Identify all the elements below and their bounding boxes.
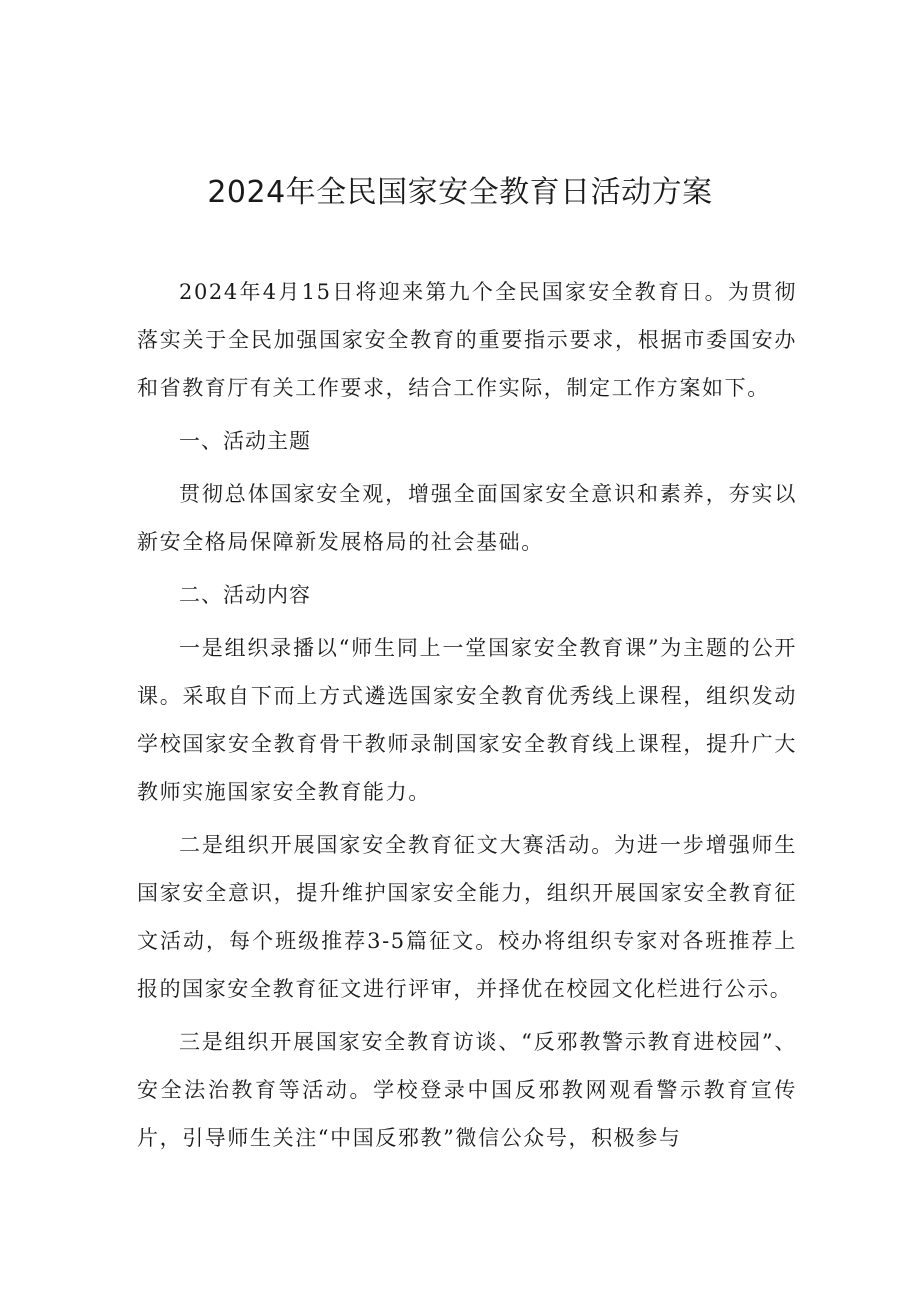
- section-paragraph: 三是组织开展国家安全教育访谈、“反邪教警示教育进校园”、安全法治教育等活动。学校登录中国反邪教网观看警示教育宣传片，引导师生关注“中国反邪教”微信公众号，积极参与: [137, 1030, 797, 1150]
- section-activity-content: [137, 571, 797, 1162]
- section-paragraph: 一是组织录播以“师生同上一堂国家安全教育课”为主题的公开课。采取自下而上方式遴选国家安全教育优秀线上课程，组织发动学校国家安全教育骨干教师录制国家安全教育线上课程，提升广大教师实施国家安全教育能力。: [137, 636, 797, 804]
- document-body: [137, 268, 797, 1167]
- section-paragraph: 二是组织开展国家安全教育征文大赛活动。为进一步增强师生国家安全意识，提升维护国家安全能力，组织开展国家安全教育征文活动，每个班级推荐3-5篇征文。校办将组织专家对各班推荐上报的国家安全教育征文进行评审，并择优在校园文化栏进行公示。: [137, 833, 797, 1001]
- section-heading: 二、活动内容: [179, 583, 311, 607]
- section-paragraph: 贯彻总体国家安全观，增强全面国家安全意识和素养，夯实以新安全格局保障新发展格局的社会基础。: [137, 482, 797, 554]
- intro-paragraph: 2024年4月15日将迎来第九个全民国家安全教育日。为贯彻落实关于全民加强国家安全教育的重要指示要求，根据市委国安办和省教育厅有关工作要求，结合工作实际，制定工作方案如下。: [137, 280, 797, 400]
- document-title: 2024年全民国家安全教育日活动方案: [207, 175, 713, 210]
- section-activity-theme: [137, 417, 797, 566]
- section-heading: 一、活动主题: [179, 429, 311, 453]
